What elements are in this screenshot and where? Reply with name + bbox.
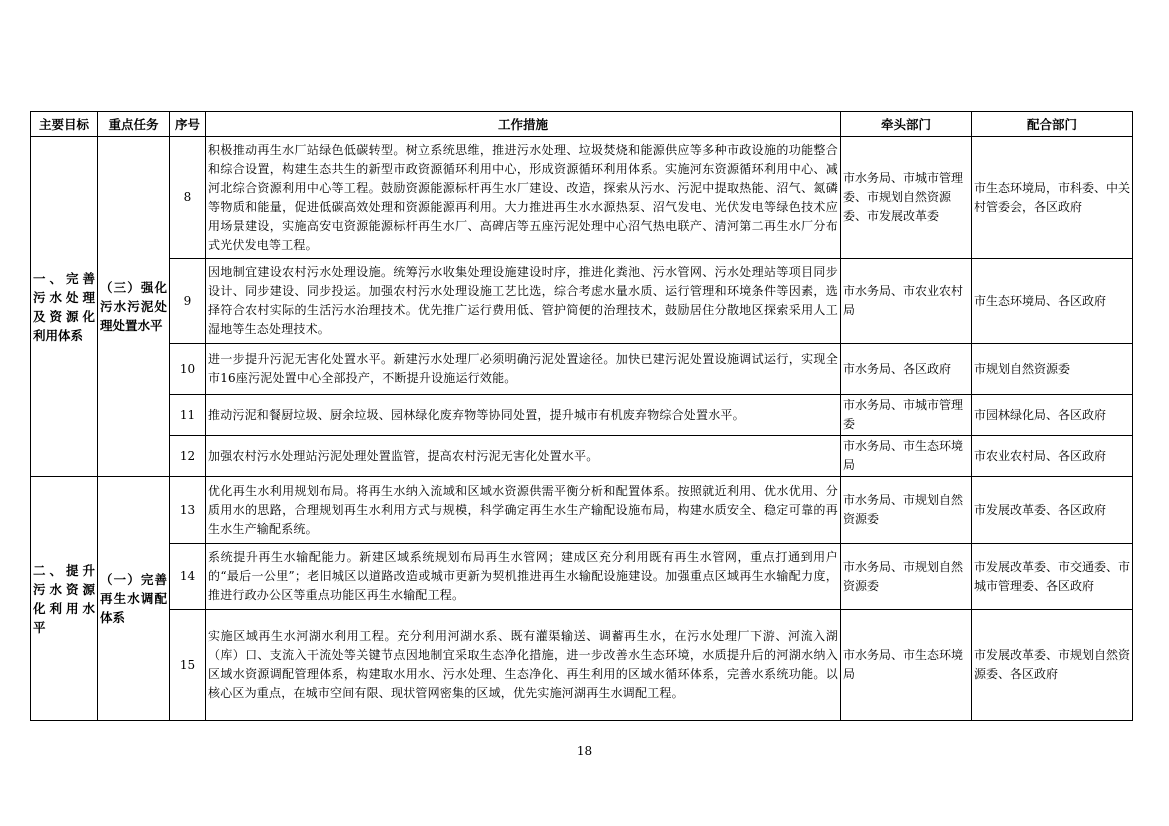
table-row [31, 137, 1133, 259]
header-coop-dept: 配合部门 [972, 112, 1133, 137]
row-number: 12 [170, 436, 206, 477]
page-number: 18 [576, 744, 593, 758]
table-row [31, 436, 1133, 477]
lead-dept-cell: 市水务局、市城市管理委 [841, 395, 972, 436]
table-row [31, 259, 1133, 344]
table-header-row [31, 112, 1133, 137]
header-measure: 工作措施 [206, 112, 841, 137]
coop-dept-cell: 市园林绿化局、各区政府 [972, 395, 1133, 436]
goal-cell: 一、完善污水处理及资源化利用体系 [31, 137, 98, 477]
work-measures-table [30, 111, 1133, 721]
lead-dept-cell: 市水务局、市规划自然资源委 [841, 477, 972, 544]
row-number: 13 [170, 477, 206, 544]
table-row [31, 395, 1133, 436]
coop-dept-cell: 市生态环境局、各区政府 [972, 259, 1133, 344]
header-goal: 主要目标 [31, 112, 98, 137]
row-number: 10 [170, 344, 206, 395]
goal-cell: 二、提升污水资源化利用水平 [31, 477, 98, 721]
lead-dept-cell: 市水务局、各区政府 [841, 344, 972, 395]
coop-dept-cell: 市规划自然资源委 [972, 344, 1133, 395]
row-number: 14 [170, 544, 206, 610]
measure-cell: 实施区域再生水河湖水利用工程。充分利用河湖水系、既有灌渠输送、调蓄再生水，在污水处理厂下游、河流入湖（库）口、支流入干流处等关键节点因地制宜采取生态净化措施，进一步改善水生态环境，水质提升后的河湖水纳入区域水资源调配管理体系，构建取水用水、污水处理、生态净化、再生利用的区域水循环体系，完善水系统功能。以核心区为重点，在城市空间有限、现状管网密集的区域，优先实施河湖再生水调配工程。 [206, 610, 841, 721]
coop-dept-cell: 市发展改革委、市规划自然资源委、各区政府 [972, 610, 1133, 721]
lead-dept-cell: 市水务局、市城市管理委、市规划自然资源委、市发展改革委 [841, 137, 972, 259]
coop-dept-cell: 市农业农村局、各区政府 [972, 436, 1133, 477]
table-row [31, 544, 1133, 610]
table-row [31, 610, 1133, 721]
row-number: 9 [170, 259, 206, 344]
measure-cell: 优化再生水利用规划布局。将再生水纳入流域和区域水资源供需平衡分析和配置体系。按照就近利用、优水优用、分质用水的思路，合理规划再生水利用方式与规模，科学确定再生水生产输配设施布局，构建水质安全、稳定可靠的再生水生产输配系统。 [206, 477, 841, 544]
task-cell: （一）完善再生水调配体系 [98, 477, 170, 721]
coop-dept-cell: 市发展改革委、市交通委、市城市管理委、各区政府 [972, 544, 1133, 610]
lead-dept-cell: 市水务局、市生态环境局 [841, 610, 972, 721]
header-number: 序号 [170, 112, 206, 137]
lead-dept-cell: 市水务局、市生态环境局 [841, 436, 972, 477]
table-row [31, 344, 1133, 395]
table-row [31, 477, 1133, 544]
measure-cell: 进一步提升污泥无害化处置水平。新建污水处理厂必须明确污泥处置途径。加快已建污泥处置设施调试运行，实现全市16座污泥处置中心全部投产，不断提升设施运行效能。 [206, 344, 841, 395]
row-number: 11 [170, 395, 206, 436]
lead-dept-cell: 市水务局、市规划自然资源委 [841, 544, 972, 610]
coop-dept-cell: 市生态环境局，市科委、中关村管委会，各区政府 [972, 137, 1133, 259]
measure-cell: 加强农村污水处理站污泥处理处置监管，提高农村污泥无害化处置水平。 [206, 436, 841, 477]
measure-cell: 推动污泥和餐厨垃圾、厨余垃圾、园林绿化废弃物等协同处置，提升城市有机废弃物综合处置水平。 [206, 395, 841, 436]
header-task: 重点任务 [98, 112, 170, 137]
row-number: 15 [170, 610, 206, 721]
coop-dept-cell: 市发展改革委、各区政府 [972, 477, 1133, 544]
row-number: 8 [170, 137, 206, 259]
measure-cell: 系统提升再生水输配能力。新建区域系统规划布局再生水管网；建成区充分利用既有再生水管网，重点打通到用户的“最后一公里”；老旧城区以道路改造或城市更新为契机推进再生水输配设施建设。加强重点区域再生水输配力度，推进行政办公区等重点功能区再生水输配工程。 [206, 544, 841, 610]
header-lead-dept: 牵头部门 [841, 112, 972, 137]
lead-dept-cell: 市水务局、市农业农村局 [841, 259, 972, 344]
measure-cell: 积极推动再生水厂站绿色低碳转型。树立系统思维，推进污水处理、垃圾焚烧和能源供应等多种市政设施的功能整合和综合设置，构建生态共生的新型市政资源循环利用中心，形成资源循环利用体系。实施河东资源循环利用中心、减河北综合资源利用中心等工程。鼓励资源能源标杆再生水厂建设、改造，探索从污水、污泥中提取热能、沼气、氮磷等物质和能量，促进低碳高效处理和资源能源再利用。大力推进再生水水源热泵、沼气发电、光伏发电等绿色技术应用场景建设，实施高安屯资源能源标杆再生水厂、高碑店等五座污泥处理中心沼气热电联产、清河第二再生水厂分布式光伏发电等工程。 [206, 137, 841, 259]
measure-cell: 因地制宜建设农村污水处理设施。统筹污水收集处理设施建设时序，推进化粪池、污水管网、污水处理站等项目同步设计、同步建设、同步投运。加强农村污水处理设施工艺比选，综合考虑水量水质、运行管理和环境条件等因素，选择符合农村实际的生活污水治理技术。优先推广运行费用低、管护简便的治理技术，鼓励居住分散地区探索采用人工湿地等生态处理技术。 [206, 259, 841, 344]
task-cell: （三）强化污水污泥处理处置水平 [98, 137, 170, 477]
